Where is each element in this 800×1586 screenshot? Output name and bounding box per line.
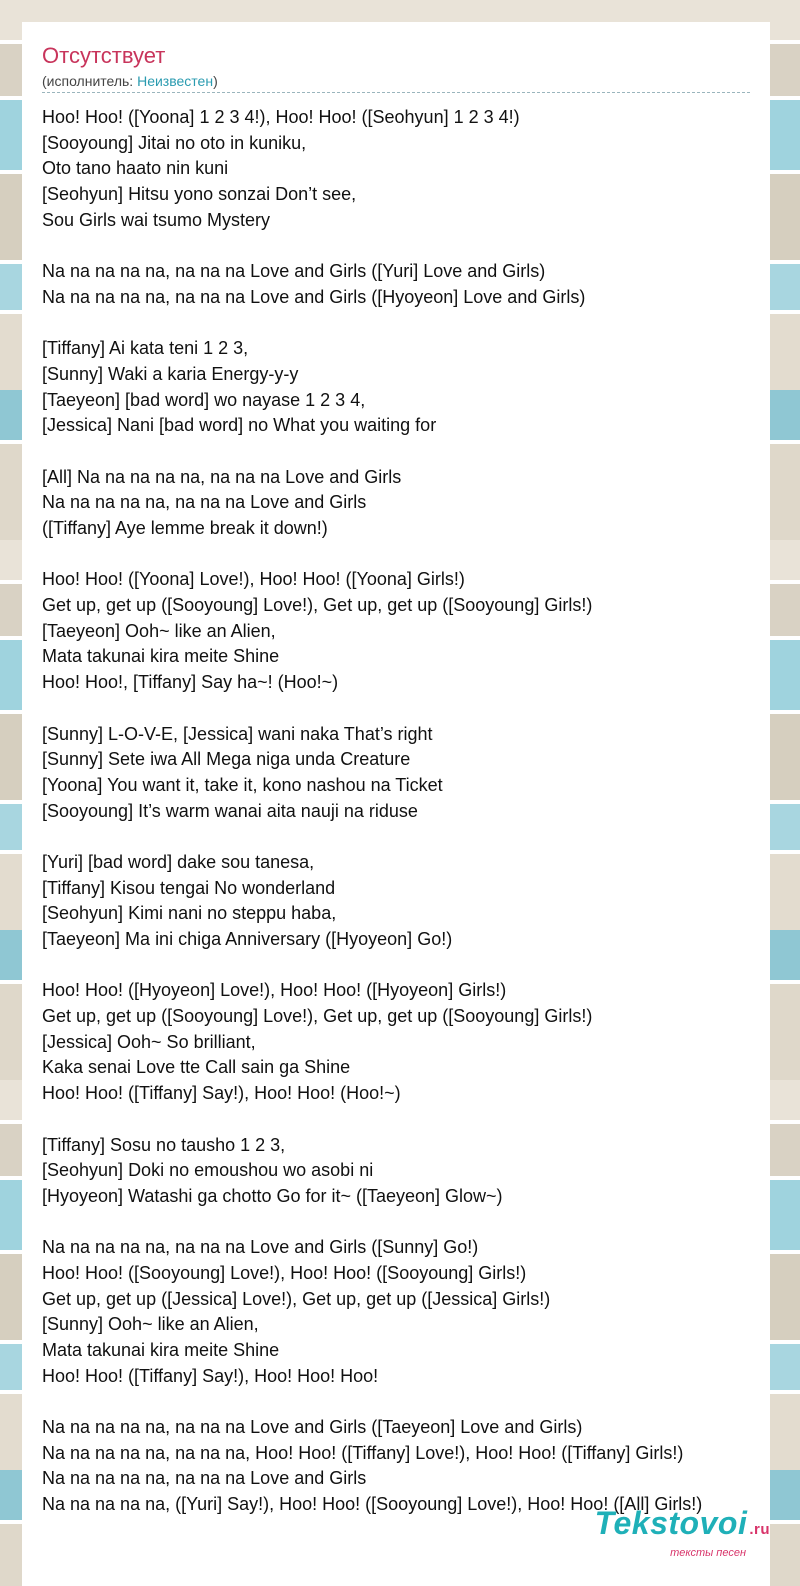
lyric-line: [Yoona] You want it, take it, kono nashou na Ticket xyxy=(42,774,443,795)
lyric-line xyxy=(42,233,762,259)
lyric-line: Mata takunai kira meite Shine xyxy=(42,646,280,667)
lyric-line: [Tiffany] Kisou tengai No wonderland xyxy=(42,877,336,898)
lyric-line: [All] Na na na na na, na na na Love and Girls xyxy=(42,466,402,487)
performer-prefix: (исполнитель: xyxy=(42,73,138,89)
lyric-line: Sou Girls wai tsumo Mystery xyxy=(42,209,271,230)
lyric-line: [Sooyoung] Jitai no oto in kuniku, xyxy=(42,132,307,153)
performer-suffix: ) xyxy=(213,73,218,89)
lyric-line: [Yuri] [bad word] dake sou tanesa, xyxy=(42,851,315,872)
lyric-line: Oto tano haato nin kuni xyxy=(42,158,229,179)
lyric-line: Hoo! Hoo!, [Tiffany] Say ha~! (Hoo!~) xyxy=(42,672,339,693)
lyric-line: Hoo! Hoo! ([Yoona] Love!), Hoo! Hoo! ([Yoona] Girls!) xyxy=(42,569,465,590)
lyric-line xyxy=(42,1210,762,1236)
lyric-line: Na na na na na, na na na Love and Girls ([Taeyeon] Love and Girls) xyxy=(42,1417,583,1438)
lyric-line: [Taeyeon] Ma ini chiga Anniversary ([Hyoyeon] Go!) xyxy=(42,929,453,949)
lyric-line: Hoo! Hoo! ([Yoona] 1 2 3 4!), Hoo! Hoo! ([Seohyun] 1 2 3 4!) xyxy=(42,107,520,127)
lyric-line: Na na na na na, na na na Love and Girls ([Sunny] Go!) xyxy=(42,1237,479,1258)
lyric-line: Na na na na na, na na na Love and Girls xyxy=(42,492,367,513)
lyric-line: [Taeyeon] [bad word] wo nayase 1 2 3 4, xyxy=(42,389,366,410)
lyric-line: [Jessica] Ooh~ So brilliant, xyxy=(42,1031,256,1052)
divider xyxy=(42,92,750,93)
lyric-line: Get up, get up ([Jessica] Love!), Get up, get up ([Jessica] Girls!) xyxy=(42,1288,551,1309)
lyric-line: Get up, get up ([Sooyoung] Love!), Get up, get up ([Sooyoung] Girls!) xyxy=(42,595,593,616)
performer-line xyxy=(42,72,218,90)
lyric-line xyxy=(42,696,762,722)
lyric-line xyxy=(42,311,762,337)
lyric-line: [Taeyeon] Ooh~ like an Alien, xyxy=(42,620,276,641)
lyric-line: [Hyoyeon] Watashi ga chotto Go for it~ ([Taeyeon] Glow~) xyxy=(42,1185,503,1206)
lyric-line: Hoo! Hoo! ([Sooyoung] Love!), Hoo! Hoo! ([Sooyoung] Girls!) xyxy=(42,1262,527,1283)
lyric-line xyxy=(42,953,762,979)
lyric-line: Na na na na na, na na na Love and Girls ([Yuri] Love and Girls) xyxy=(42,261,546,282)
lyric-line: [Tiffany] Ai kata teni 1 2 3, xyxy=(42,338,249,359)
lyric-line xyxy=(42,542,762,568)
lyric-line xyxy=(42,1389,762,1415)
brand-tld: .ru xyxy=(749,1521,770,1538)
lyric-line: [Sunny] L-O-V-E, [Jessica] wani naka That’s right xyxy=(42,723,433,744)
song-title: Отсутствует xyxy=(42,43,166,68)
lyric-line: Na na na na na, ([Yuri] Say!), Hoo! Hoo! ([Sooyoung] Love!), Hoo! Hoo! ([All] Girls!) xyxy=(42,1494,703,1515)
lyric-line: [Seohyun] Kimi nani no steppu haba, xyxy=(42,903,337,924)
lyric-line xyxy=(42,439,762,465)
lyric-line: Hoo! Hoo! ([Tiffany] Say!), Hoo! Hoo! (Hoo!~) xyxy=(42,1083,401,1104)
lyric-line: [Jessica] Nani [bad word] no What you waiting for xyxy=(42,415,437,436)
brand-wordmark xyxy=(595,1506,770,1547)
lyric-line: [Seohyun] Hitsu yono sonzai Don’t see, xyxy=(42,184,357,205)
brand-tagline: тексты песен xyxy=(670,1547,746,1559)
lyric-line: [Sunny] Sete iwa All Mega niga unda Creature xyxy=(42,749,411,770)
lyric-line xyxy=(42,1107,762,1133)
lyric-line: Mata takunai kira meite Shine xyxy=(42,1340,280,1360)
lyric-line: [Sooyoung] It’s warm wanai aita nauji na riduse xyxy=(42,800,418,821)
lyric-line: [Sunny] Ooh~ like an Alien, xyxy=(42,1314,259,1335)
brand-name: Tekstovoi xyxy=(594,1505,748,1541)
lyric-line: Hoo! Hoo! ([Hyoyeon] Love!), Hoo! Hoo! ([Hyoyeon] Girls!) xyxy=(42,980,507,1001)
lyric-line: Na na na na na, na na na Love and Girls ([Hyoyeon] Love and Girls) xyxy=(42,286,586,307)
lyric-line: Kaka senai Love tte Call sain ga Shine xyxy=(42,1057,351,1078)
performer-link[interactable]: Неизвестен xyxy=(137,73,214,89)
lyrics-text xyxy=(42,105,762,1518)
lyric-line: Na na na na na, na na na, Hoo! Hoo! ([Tiffany] Love!), Hoo! Hoo! ([Tiffany] Girls!) xyxy=(42,1442,684,1463)
lyric-line: Na na na na na, na na na Love and Girls xyxy=(42,1468,367,1489)
lyric-line: [Tiffany] Sosu no tausho 1 2 3, xyxy=(42,1134,286,1155)
lyric-line: ([Tiffany] Aye lemme break it down!) xyxy=(42,518,328,538)
lyric-line: Get up, get up ([Sooyoung] Love!), Get up, get up ([Sooyoung] Girls!) xyxy=(42,1006,593,1027)
lyric-line xyxy=(42,824,762,850)
lyric-line: [Seohyun] Doki no emoushou wo asobi ni xyxy=(42,1160,374,1181)
site-logo[interactable] xyxy=(595,1506,770,1559)
lyric-line: [Sunny] Waki a karia Energy-y-y xyxy=(42,363,299,384)
lyrics-panel xyxy=(22,22,770,1586)
lyric-line: Hoo! Hoo! ([Tiffany] Say!), Hoo! Hoo! Hoo! xyxy=(42,1365,379,1386)
